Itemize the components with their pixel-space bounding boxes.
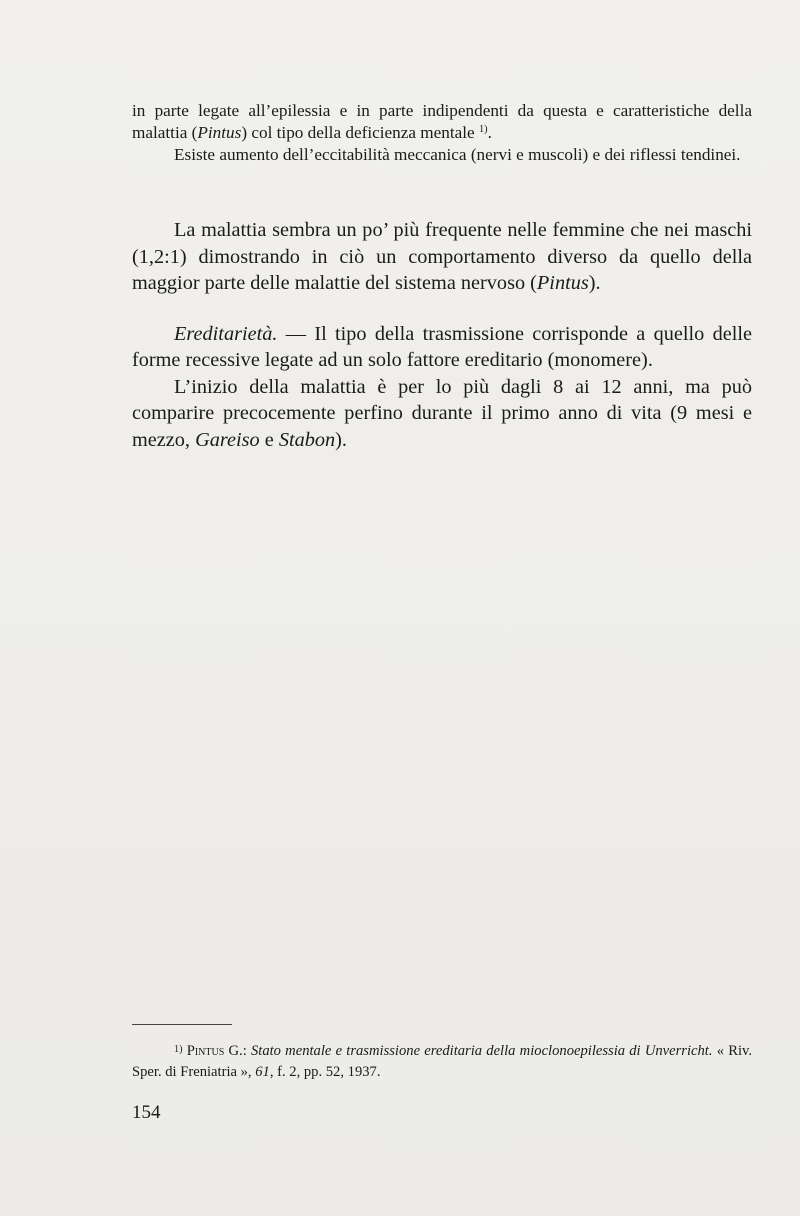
footnote	[132, 1039, 752, 1083]
footnote-author: Pintus G.	[186, 1043, 243, 1060]
author-ref: Pintus	[536, 272, 589, 294]
footnote-marker: 1)	[174, 1044, 183, 1055]
paragraph-1	[132, 100, 752, 144]
text: , f. 2, pp. 52, 1937.	[269, 1064, 381, 1081]
footnote-divider	[132, 1024, 232, 1025]
author-ref: Stabon	[278, 428, 336, 451]
paragraph-2	[132, 144, 752, 166]
author-ref: Pintus	[197, 123, 242, 142]
section-heading: Ereditarietà.	[174, 322, 278, 345]
footnote-text	[132, 1039, 752, 1083]
text: ).	[335, 428, 347, 451]
page-number: 154	[132, 1102, 161, 1123]
text: e	[259, 428, 279, 451]
text: :	[242, 1043, 251, 1060]
text-block-main	[132, 217, 752, 453]
text: « Riv. Sper. di Freniatria »,	[132, 1043, 753, 1081]
footnote-ref: 1)	[478, 123, 488, 135]
text: L’inizio della malattia è per lo più dagli 8 ai 12 anni, ma può comparire precocemente perfino durante il primo anno di vita (9 mesi e mezzo,	[132, 375, 752, 451]
paragraph-3	[132, 217, 752, 297]
paragraph-4	[132, 321, 752, 374]
text: ).	[588, 272, 601, 294]
text-block-top	[132, 100, 752, 166]
footnote-title: Stato mentale e trasmissione ereditaria della mioclonoepilessia di Unverricht.	[250, 1043, 713, 1060]
text: .	[487, 123, 492, 142]
text: Esiste aumento dell’eccitabilità meccanica (nervi e muscoli) e dei riflessi tendinei.	[174, 145, 741, 164]
text: La malattia sembra un po’ più frequente nelle femmine che nei maschi (1,2:1) dimostrando in ciò un comportamento diverso da quello della maggior parte delle malattie del sistema nervoso (	[132, 219, 752, 294]
author-ref: Gareiso	[195, 428, 260, 451]
text: in parte legate all’epilessia e in parte indipendenti da questa e caratteristiche della malattia (	[132, 101, 752, 142]
text: — Il tipo della trasmissione corrisponde a quello delle forme recessive legate ad un solo fattore ereditario (monomere).	[132, 322, 752, 371]
paragraph-5	[132, 374, 752, 454]
text: ) col tipo della deficienza mentale	[241, 123, 479, 142]
footnote-volume: 61	[255, 1064, 270, 1081]
